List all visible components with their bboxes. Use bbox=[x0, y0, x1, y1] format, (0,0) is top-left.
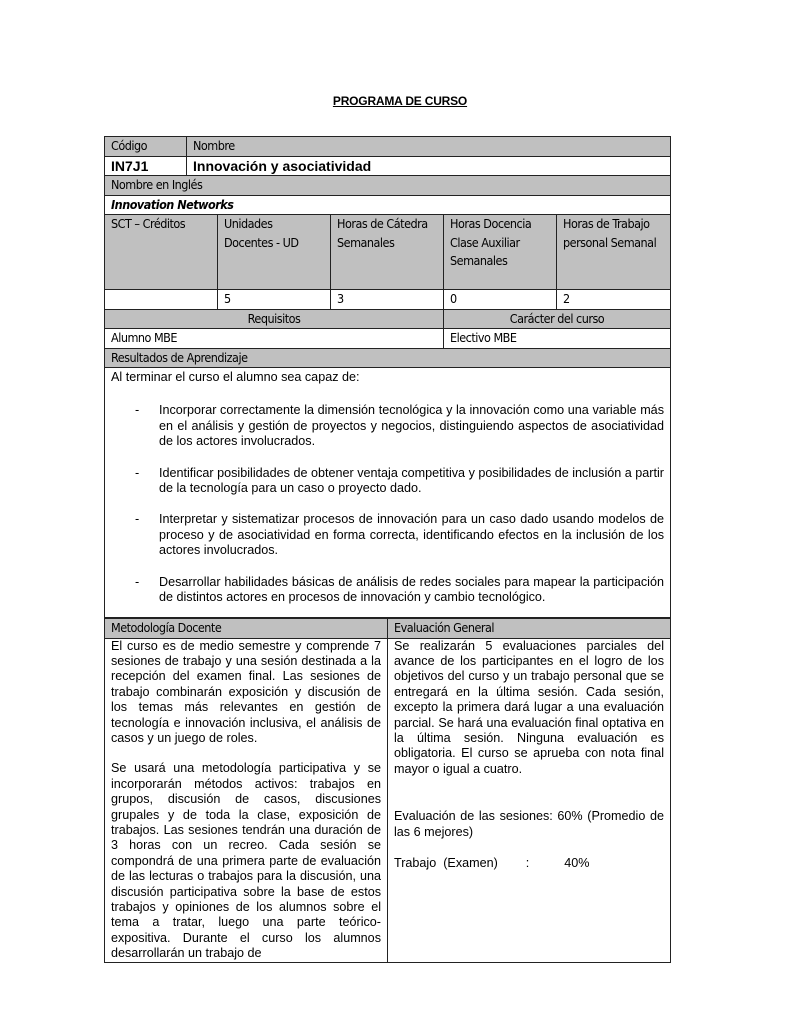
methodology-paragraph: Se usará una metodología participativa y se incorporarán métodos activos: trabajos en grupos, discusión de casos, discusiones grupales y de toda la clase, exposición de trabajos. Las sesiones tendrán una duración de 3 horas con un recreo. Cada sesión se compondrá de una primera parte de evaluación de las lecturas o trabajos para la discusión, una discusión participativa sobre la base de estos trabajos y opiniones de los alumnos sobre el tema a tratar, luego una parte teórico-expositiva. Durante el curso los alumnos desarrollarán un trabajo de bbox=[111, 761, 381, 961]
methodology-evaluation-table bbox=[104, 618, 671, 963]
learning-outcome-text: Incorporar correctamente la dimensión tecnológica y la innovación como una variable más en el análisis y gestión de proyectos y negocios, distinguiendo aspectos de asociatividad de los actores involucrados. bbox=[159, 403, 664, 449]
evaluation-paragraph: Se realizarán 5 evaluaciones parciales del avance de los participantes en el logro de los objetivos del curso y un trabajo personal que se entregará en la última sesión. Cada sesión, excepto la primera dará lugar a una evaluación parcial. Se hará una evaluación final optativa en la última sesión. Ninguna evaluación es obligatoria. El curso se aprueba con nota final mayor o igual a cuatro. bbox=[394, 638, 664, 776]
hours-header-ud: Unidades Docentes - UD bbox=[218, 215, 331, 290]
caracter-label: Carácter del curso bbox=[444, 309, 671, 329]
learning-outcome-text: Identificar posibilidades de obtener ventaja competitiva y posibilidades de inclusión a partir de la tecnología para un caso o proyecto dado. bbox=[159, 465, 664, 496]
bullet-dash: - bbox=[135, 574, 140, 589]
course-program-table bbox=[104, 136, 671, 618]
hours-header-catedra: Horas de Cátedra Semanales bbox=[331, 215, 444, 290]
methodology-content bbox=[105, 638, 388, 962]
requisitos-label: Requisitos bbox=[105, 309, 444, 329]
learning-outcome-item bbox=[111, 512, 664, 558]
hours-header-personal: Horas de Trabajo personal Semanal bbox=[557, 215, 671, 290]
hours-value-ud: 5 bbox=[218, 290, 331, 310]
methodology-label: Metodología Docente bbox=[105, 619, 388, 639]
learning-outcomes-list bbox=[111, 403, 664, 605]
hours-value-catedra: 3 bbox=[331, 290, 444, 310]
learning-outcomes-content bbox=[105, 368, 671, 618]
course-code: IN7J1 bbox=[105, 156, 187, 176]
hours-header-auxiliar: Horas Docencia Clase Auxiliar Semanales bbox=[444, 215, 557, 290]
learning-outcome-text: Interpretar y sistematizar procesos de innovación para un caso dado usando modelos de proceso y de asociatividad en forma correcta, identificando efectos en la inclusión de los actores involucrados. bbox=[159, 512, 664, 558]
learning-outcome-text: Desarrollar habilidades básicas de análisis de redes sociales para mapear la participación de distintos actores en procesos de innovación y cambio tecnológico. bbox=[159, 574, 664, 605]
methodology-paragraph: El curso es de medio semestre y comprende 7 sesiones de trabajo y una sesión destinada a la recepción del examen final. Las sesiones de trabajo combinarán exposición y discusión de los temas más relevantes en gestión de tecnología e innovación inclusiva, el análisis de casos y un juego de roles. bbox=[111, 638, 381, 745]
english-name: Innovation Networks bbox=[105, 195, 671, 215]
code-label: Código bbox=[105, 137, 187, 157]
english-name-label: Nombre en Inglés bbox=[105, 176, 671, 196]
learning-outcomes-intro: Al terminar el curso el alumno sea capaz de: bbox=[111, 370, 360, 384]
name-label: Nombre bbox=[187, 137, 671, 157]
bullet-dash: - bbox=[135, 403, 140, 418]
learning-outcome-item bbox=[111, 466, 664, 497]
hours-header-sct: SCT – Créditos bbox=[105, 215, 218, 290]
evaluation-sessions-weight: Evaluación de las sesiones: 60% (Promedio de las 6 mejores) bbox=[394, 809, 664, 839]
requisitos-value: Alumno MBE bbox=[105, 329, 444, 349]
evaluation-label: Evaluación General bbox=[388, 619, 671, 639]
learning-outcomes-label: Resultados de Aprendizaje bbox=[105, 348, 671, 368]
hours-value-personal: 2 bbox=[557, 290, 671, 310]
hours-value-auxiliar: 0 bbox=[444, 290, 557, 310]
hours-header-row bbox=[105, 215, 671, 290]
hours-value-sct bbox=[105, 290, 218, 310]
caracter-value: Electivo MBE bbox=[444, 329, 671, 349]
bullet-dash: - bbox=[135, 512, 140, 527]
learning-outcome-item bbox=[111, 403, 664, 449]
document-title: PROGRAMA DE CURSO bbox=[332, 94, 468, 108]
learning-outcome-item bbox=[111, 575, 664, 606]
evaluation-exam-weight: Trabajo (Examen) : 40% bbox=[394, 855, 590, 870]
hours-values-row bbox=[105, 290, 671, 310]
bullet-dash: - bbox=[135, 465, 140, 480]
course-name: Innovación y asociatividad bbox=[187, 156, 671, 176]
evaluation-content bbox=[388, 638, 671, 962]
